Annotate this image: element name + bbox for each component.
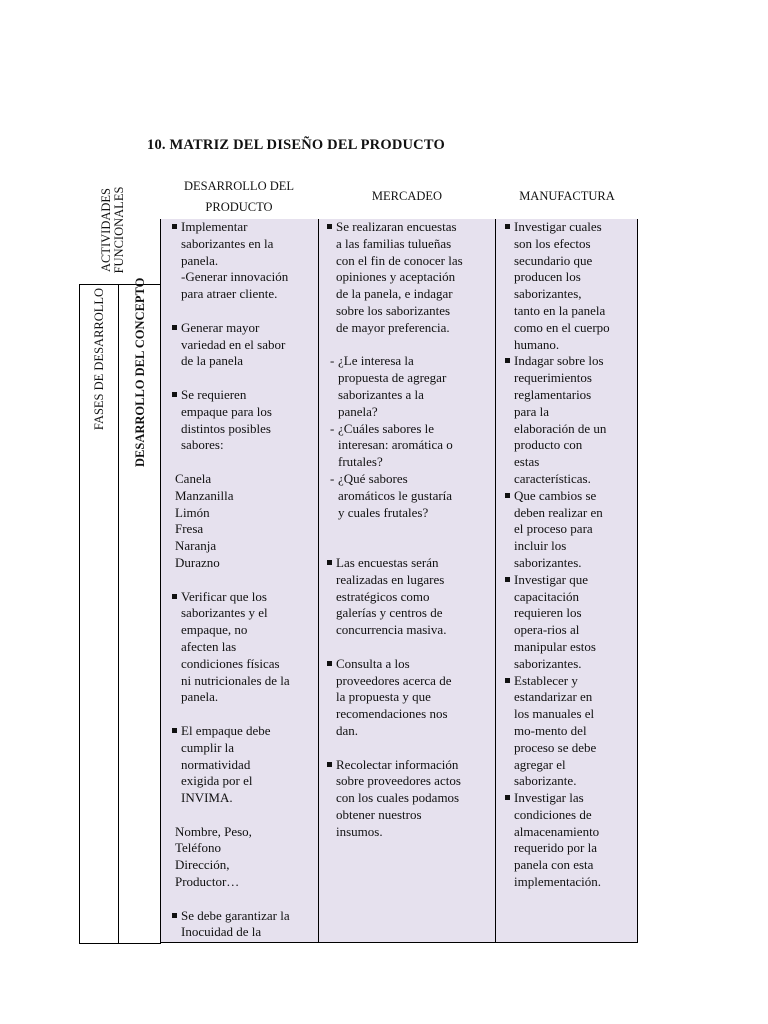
text-line: Recolectar información — [336, 756, 459, 772]
spacer — [327, 521, 495, 538]
bullet-implementar — [172, 219, 317, 303]
text-line: panela. — [181, 252, 219, 268]
text-line: Generar mayor — [181, 319, 260, 335]
header-manufactura: MANUFACTURA — [519, 189, 615, 203]
text-line: los manuales el — [514, 706, 595, 722]
question-que — [330, 471, 495, 521]
funcionales-label: FUNCIONALES — [112, 186, 126, 274]
column-mercadeo — [318, 219, 496, 943]
text-line: frutales? — [338, 454, 383, 470]
bullet-square-icon — [327, 224, 332, 229]
text-line: ni nutricionales de la — [181, 672, 290, 688]
text-line: Establecer y — [514, 672, 578, 688]
text-line: producen los — [514, 269, 581, 285]
bullet-encuestas — [327, 219, 495, 337]
text-line: estratégicos como — [336, 588, 430, 604]
label-fields — [172, 824, 317, 891]
text-line: panela. — [181, 689, 219, 705]
text-line: Que cambios se — [514, 487, 597, 503]
spacer — [172, 454, 317, 471]
text-line: almacenamiento — [514, 823, 600, 839]
text-line: con el fin de conocer las — [336, 252, 463, 268]
text-line: el proceso para — [514, 521, 593, 537]
bullet-manufactura-b6 — [505, 790, 636, 891]
text-line: Durazno — [175, 554, 220, 570]
text-line: humano. — [514, 336, 560, 352]
text-line: como en el cuerpo — [514, 319, 610, 335]
text-line: Limón — [175, 504, 210, 520]
bullet-manufactura-b1 — [505, 219, 636, 353]
bullet-square-icon — [172, 392, 177, 397]
text-line: aromáticos le gustaría — [338, 487, 453, 503]
text-line: saborizantes en la — [181, 235, 274, 251]
spacer — [327, 639, 495, 656]
text-line: condiciones de — [514, 806, 592, 822]
question-cuales — [330, 421, 495, 471]
text-line: Nombre, Peso, — [175, 823, 252, 839]
text-line: saborizantes. — [514, 554, 582, 570]
spacer — [327, 337, 495, 354]
text-line: Las encuestas serán — [336, 554, 439, 570]
text-line: Dirección, — [175, 857, 230, 873]
text-line: interesan: aromática o — [338, 437, 453, 453]
bullet-normatividad — [172, 723, 317, 807]
text-line: saborizantes y el — [181, 605, 268, 621]
text-line: Se requieren — [181, 386, 247, 402]
text-line: a las familias tulueñas — [336, 235, 452, 251]
text-line: Manzanilla — [175, 487, 234, 503]
bullet-square-icon — [327, 661, 332, 666]
text-line: Investigar que — [514, 571, 589, 587]
text-line: ¿Cuáles sabores le — [338, 420, 435, 436]
spacer — [172, 303, 317, 320]
text-line: Implementar — [181, 219, 248, 234]
text-line: realizadas en lugares — [336, 571, 445, 587]
text-line: ¿Qué sabores — [338, 470, 408, 486]
bullet-variedad — [172, 320, 317, 370]
bullet-square-icon — [505, 493, 510, 498]
text-line: Inocuidad de la — [181, 924, 262, 940]
text-line: manipular estos — [514, 638, 596, 654]
text-line: ¿Le interesa la — [338, 353, 414, 369]
text-line: normatividad — [181, 756, 251, 772]
text-line: reglamentarios — [514, 386, 592, 402]
text-line: elaboración de un — [514, 420, 607, 436]
text-line: Fresa — [175, 521, 204, 537]
text-line: Teléfono — [175, 840, 222, 856]
text-line: distintos posibles — [181, 420, 271, 436]
bullet-square-icon — [172, 224, 177, 229]
text-line: estandarizar en — [514, 689, 593, 705]
bullet-square-icon — [505, 224, 510, 229]
column-manufactura — [496, 219, 638, 943]
text-line: tanto en la panela — [514, 302, 606, 318]
text-line: -Generar innovación — [181, 269, 289, 285]
text-line: Consulta a los — [336, 655, 410, 671]
text-line: proveedores acerca de — [336, 672, 452, 688]
text-line: incluir los — [514, 538, 567, 554]
text-line: panela con esta — [514, 857, 594, 873]
column-desarrollo-producto — [160, 219, 318, 943]
header-mercadeo: MERCADEO — [371, 189, 443, 203]
text-line: y cuales frutales? — [338, 504, 429, 520]
text-line: empaque para los — [181, 403, 272, 419]
text-line: Naranja — [175, 538, 217, 554]
text-line: Investigar cuales — [514, 219, 602, 234]
bullet-square-icon — [172, 325, 177, 330]
text-line: la propuesta y que — [336, 689, 431, 705]
text-line: saborizantes. — [514, 655, 582, 671]
flavor-list — [172, 471, 317, 572]
spacer — [172, 807, 317, 824]
text-line: recomendaciones nos — [336, 706, 448, 722]
text-line: mo-mento del — [514, 722, 587, 738]
header-desarrollo-producto: DESARROLLO DEL PRODUCTO — [183, 179, 295, 214]
text-line: Investigar las — [514, 790, 584, 806]
text-line: secundario que — [514, 252, 593, 268]
bullet-manufactura-b3 — [505, 488, 636, 572]
bullet-consulta — [327, 656, 495, 740]
text-line: estas — [514, 454, 540, 470]
text-line: deben realizar en — [514, 504, 603, 520]
text-line: requieren los — [514, 605, 582, 621]
bullet-square-icon — [505, 795, 510, 800]
text-line: Indagar sobre los — [514, 353, 604, 369]
text-line: requerimientos — [514, 370, 592, 386]
question-interesa — [330, 353, 495, 420]
text-line: saborizantes, — [514, 286, 582, 302]
bullet-square-icon — [505, 577, 510, 582]
bullet-manufactura-b4 — [505, 572, 636, 673]
text-line: panela? — [338, 403, 378, 419]
dash-marker: - — [330, 353, 335, 369]
text-line: sabores: — [181, 437, 224, 453]
text-line: Se realizaran encuestas — [336, 219, 457, 234]
actividades-label: ACTIVIDADES — [99, 187, 113, 273]
text-line: concurrencia masiva. — [336, 622, 447, 638]
bullet-empaque — [172, 387, 317, 454]
bullet-manufactura-b2 — [505, 353, 636, 487]
text-line: condiciones físicas — [181, 655, 280, 671]
actividades-funcionales-header — [100, 185, 130, 275]
bullet-inocuidad — [172, 908, 317, 942]
bullet-recolectar — [327, 757, 495, 841]
text-line: agregar el — [514, 756, 566, 772]
dash-marker: - — [330, 470, 335, 486]
spacer — [172, 370, 317, 387]
text-line: cumplir la — [181, 739, 235, 755]
text-line: de la panela, e indagar — [336, 286, 453, 302]
bullet-square-icon — [505, 358, 510, 363]
text-line: dan. — [336, 722, 359, 738]
document-title: 10. MATRIZ DEL DISEÑO DEL PRODUCTO — [147, 137, 445, 153]
dash-marker: - — [330, 420, 335, 436]
text-line: saborizantes a la — [338, 386, 424, 402]
text-line: obtener nuestros — [336, 806, 422, 822]
bullet-square-icon — [172, 913, 177, 918]
text-line: para atraer cliente. — [181, 286, 278, 302]
bullet-square-icon — [327, 560, 332, 565]
text-line: exigida por el — [181, 773, 253, 789]
text-line: producto con — [514, 437, 583, 453]
spacer — [327, 538, 495, 555]
spacer — [172, 706, 317, 723]
text-line: El empaque debe — [181, 722, 271, 738]
text-line: afecten las — [181, 638, 237, 654]
text-line: requerido por la — [514, 840, 598, 856]
spacer — [172, 891, 317, 908]
spacer — [172, 572, 317, 589]
text-line: empaque, no — [181, 622, 248, 638]
text-line: Productor… — [175, 874, 240, 890]
bullet-verificar — [172, 589, 317, 707]
desarrollo-concepto-label: DESARROLLO DEL CONCEPTO — [133, 277, 147, 467]
fases-desarrollo-label: FASES DE DESARROLLO — [92, 287, 106, 431]
text-line: insumos. — [336, 823, 383, 839]
text-line: opiniones y aceptación — [336, 269, 456, 285]
bullet-square-icon — [172, 728, 177, 733]
text-line: INVIMA. — [181, 790, 233, 806]
text-line: proceso se debe — [514, 739, 597, 755]
bullet-lugares — [327, 555, 495, 639]
text-line: con los cuales podamos — [336, 790, 460, 806]
text-line: implementación. — [514, 874, 602, 890]
text-line: Se debe garantizar la — [181, 907, 290, 923]
text-line: sobre los saborizantes — [336, 302, 451, 318]
text-line: capacitación — [514, 588, 579, 604]
spacer — [327, 740, 495, 757]
text-line: para la — [514, 403, 550, 419]
text-line: de la panela — [181, 353, 244, 369]
text-line: galerías y centros de — [336, 605, 443, 621]
bullet-square-icon — [172, 594, 177, 599]
text-line: de mayor preferencia. — [336, 319, 450, 335]
bullet-manufactura-b5 — [505, 673, 636, 791]
text-line: son los efectos — [514, 235, 591, 251]
bullet-square-icon — [505, 678, 510, 683]
text-line: sobre proveedores actos — [336, 773, 461, 789]
bullet-square-icon — [327, 762, 332, 767]
text-line: Canela — [175, 470, 212, 486]
text-line: saborizante. — [514, 773, 577, 789]
text-line: Verificar que los — [181, 588, 267, 604]
text-line: opera-rios al — [514, 622, 580, 638]
text-line: características. — [514, 470, 591, 486]
text-line: variedad en el sabor — [181, 336, 286, 352]
text-line: propuesta de agregar — [338, 370, 447, 386]
